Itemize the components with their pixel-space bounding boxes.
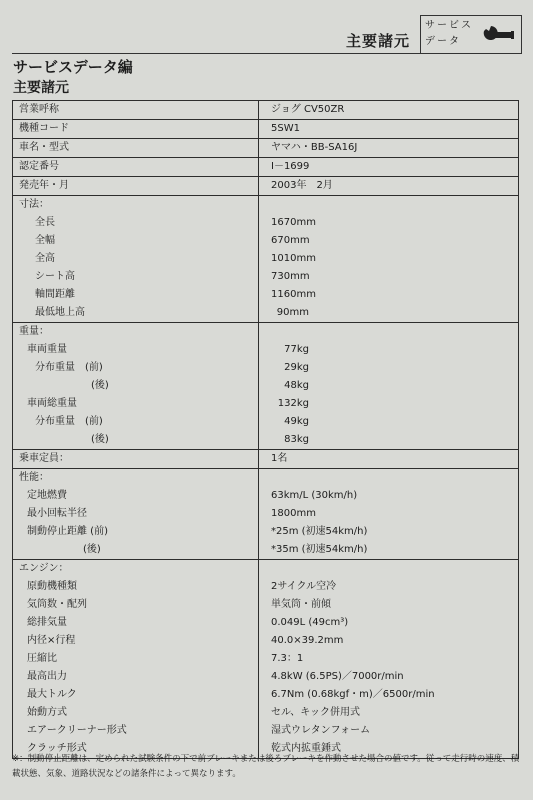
spec-value-text: 670mm: [271, 235, 310, 246]
spec-value: [271, 304, 518, 322]
spec-group: [13, 469, 519, 560]
spec-label-cell: [13, 469, 259, 560]
spec-label-cell: [13, 101, 259, 120]
spec-value-text: 730mm: [271, 271, 310, 282]
spec-value: 2サイクル空冷: [271, 581, 337, 592]
spec-label: (後): [91, 380, 109, 391]
spec-label: 最高出力: [27, 671, 67, 682]
spec-value: Ⅰ－1699: [271, 161, 310, 172]
spec-value: 7.3：1: [271, 653, 304, 664]
spec-value: [271, 232, 518, 250]
spec-value: [271, 250, 518, 268]
spec-value-text: 83kg: [284, 434, 309, 445]
spec-value: [271, 431, 518, 449]
spec-value: 6.7Nm (0.68kgf・m)／6500r/min: [271, 689, 435, 700]
spec-label-cell: [13, 139, 259, 158]
page-header-title: 主要諸元: [346, 32, 411, 50]
spec-value: [271, 377, 518, 395]
spec-group: [13, 323, 519, 450]
spec-label: 圧縮比: [27, 653, 57, 664]
spec-value-cell: [259, 560, 519, 759]
spec-value: 単気筒・前傾: [271, 599, 331, 610]
spec-group: [13, 560, 519, 759]
spec-value: [271, 341, 518, 359]
spec-value: [271, 560, 518, 578]
spec-value: [271, 359, 518, 377]
spec-value: [271, 214, 518, 232]
spec-label: シート高: [35, 271, 75, 282]
spec-value-cell: [259, 450, 519, 469]
spec-value: [271, 395, 518, 413]
spec-value: 1名: [271, 453, 288, 464]
spec-label-cell: [13, 196, 259, 323]
spec-label-cell: [13, 120, 259, 139]
spec-label: 制動停止距離 (前): [27, 526, 108, 537]
spec-value-cell: [259, 469, 519, 560]
spec-group: [13, 196, 519, 323]
spec-label: (後): [91, 434, 109, 445]
spec-label: 始動方式: [27, 707, 67, 718]
spec-value: *25m (初速54km/h): [271, 526, 368, 537]
spec-label: エアークリーナー形式: [27, 725, 127, 736]
spec-value-text: 49kg: [284, 416, 309, 427]
spec-value-text: 1010mm: [271, 253, 316, 264]
spec-label: 最低地上高: [35, 307, 85, 318]
spec-label-cell: [13, 323, 259, 450]
spec-label: (後): [83, 544, 101, 555]
spec-value-text: 48kg: [284, 380, 309, 391]
spec-value: 2003年 2月: [271, 180, 333, 191]
spec-value: [271, 413, 518, 431]
spec-value-cell: [259, 139, 519, 158]
spec-label: 原動機種類: [27, 581, 77, 592]
spec-group: [13, 139, 519, 158]
header-divider: [12, 53, 522, 54]
spec-value: 1800mm: [271, 508, 316, 519]
footnote: ※：制動停止距離は、定められた試験条件の下で前ブレーキまたは後ろブレーキを作動させた場合の値です。従って走行時の速度、積載状態、気象、道路状況などの諸条件によって異なります。: [12, 754, 520, 779]
spec-value: 乾式内拡重錘式: [271, 743, 341, 754]
spec-label: 機種コード: [19, 123, 69, 134]
spec-label: 分布重量 (前): [35, 416, 103, 427]
spec-value: [271, 323, 518, 341]
spec-label: 発売年・月: [19, 180, 69, 191]
spec-label: 総排気量: [27, 617, 67, 628]
spec-value: ジョグ CV50ZR: [271, 104, 345, 115]
spec-label: 認定番号: [19, 161, 59, 172]
spec-value-cell: [259, 177, 519, 196]
spec-label: 軸間距離: [35, 289, 75, 300]
spec-label: 性能：: [19, 472, 49, 483]
spec-label: 気筒数・配列: [27, 599, 87, 610]
spec-value: セル、キック併用式: [271, 707, 360, 718]
service-tag-text: サービス データ: [425, 20, 473, 47]
spec-label: 車両重量: [27, 344, 67, 355]
spec-label-cell: [13, 560, 259, 759]
spec-label: 全長: [35, 217, 55, 228]
spec-value-cell: [259, 196, 519, 323]
service-data-tab: [420, 15, 522, 54]
spec-group: [13, 177, 519, 196]
spec-value: 5SW1: [271, 123, 300, 134]
spec-value: *35m (初速54km/h): [271, 544, 368, 555]
spec-label: エンジン：: [19, 563, 69, 574]
spec-label-cell: [13, 450, 259, 469]
spec-label: 最大トルク: [27, 689, 77, 700]
spec-group: [13, 450, 519, 469]
spec-label: 営業呼称: [19, 104, 59, 115]
spec-label-cell: [13, 158, 259, 177]
spec-label: 車両総重量: [27, 398, 77, 409]
spec-label: 重量：: [19, 326, 49, 337]
spec-value-text: 77kg: [284, 344, 309, 355]
spec-value: 63km/L (30km/h): [271, 490, 358, 501]
spec-value: [271, 268, 518, 286]
spec-label-cell: [13, 177, 259, 196]
spec-value: ヤマハ・BB-SA16J: [271, 142, 358, 153]
spec-value: 40.0×39.2mm: [271, 635, 344, 646]
spec-label: 寸法：: [19, 199, 49, 210]
spec-value-text: 29kg: [284, 362, 309, 373]
spec-label: 内径×行程: [27, 635, 76, 646]
spec-label: 全幅: [35, 235, 55, 246]
spec-value: 0.049L (49cm³): [271, 617, 349, 628]
spec-value: 湿式ウレタンフォーム: [271, 725, 371, 736]
spec-label: 最小回転半径: [27, 508, 87, 519]
wrench-icon: [477, 16, 521, 53]
spec-label: クラッチ形式: [27, 743, 87, 754]
spec-value-text: 1160mm: [271, 289, 316, 300]
spec-group: [13, 101, 519, 120]
spec-label: 全高: [35, 253, 55, 264]
spec-value-text: 132kg: [277, 398, 309, 409]
spec-value: [271, 196, 518, 214]
spec-label: 車名・型式: [19, 142, 69, 153]
spec-value: [271, 286, 518, 304]
spec-value-cell: [259, 101, 519, 120]
spec-label: 分布重量 (前): [35, 362, 103, 373]
spec-group: [13, 158, 519, 177]
spec-value-cell: [259, 120, 519, 139]
spec-value-text: 1670mm: [271, 217, 316, 228]
spec-label: 乗車定員：: [19, 453, 69, 464]
sub-title: 主要諸元: [13, 80, 69, 96]
spec-group: [13, 120, 519, 139]
spec-value: 4.8kW (6.5PS)／7000r/min: [271, 671, 404, 682]
spec-value-text: 90mm: [276, 307, 309, 318]
spec-value-cell: [259, 323, 519, 450]
section-title: サービスデータ編: [13, 58, 133, 76]
spec-table: [12, 100, 519, 759]
spec-value-cell: [259, 158, 519, 177]
spec-label: 定地燃費: [27, 490, 67, 501]
spec-value: [271, 469, 518, 487]
